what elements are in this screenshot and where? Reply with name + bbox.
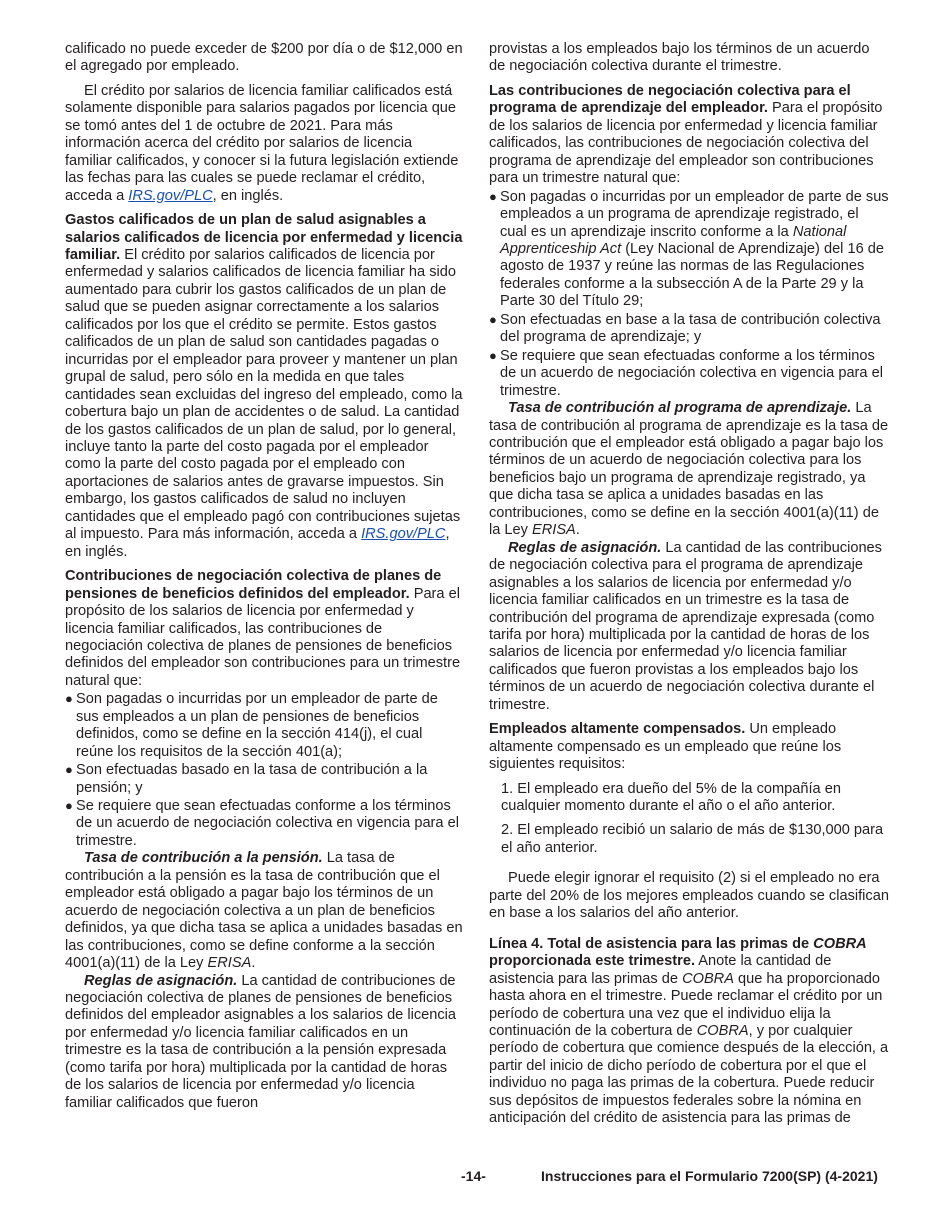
list-item-text: Son pagadas o incurridas por un empleador de parte de sus empleados a un plan de pensiones de beneficios definidos, como se define en la sección 414(j), el cual reúne los requisitos de la sección 401(a); bbox=[76, 691, 438, 760]
list-item-text: (Ley Nacional de Aprendizaje) del 16 de agosto de 1937 y reúne las normas de las Regulaciones federales conforme a la subsección A de la Parte 29 y la Parte 30 del Título 29; bbox=[500, 240, 884, 310]
subsection-heading: Reglas de asignación. bbox=[84, 972, 238, 989]
paragraph-text: Un empleado altamente compensado es un empleado que reúne los siguientes requisitos: bbox=[489, 721, 842, 773]
right-column bbox=[489, 41, 889, 1128]
paragraph-text: El crédito por salarios calificados de licencia por enfermedad y salarios calificados de licencia familiar ha sido aumentado para cubrir los gastos calificados de un plan de salud que se pueden asignar correctamente a los salarios calificados por los que el crédito se permite. Estos gastos calificados de un plan de salud son cantidades pagadas o incurridas por el empleador para proveer y mantener un plan grupal de salud, pero sólo en la medida en que tales cantidades sean excluidas del ingreso del empleado, como la cobertura bajo un plan de accidentes o de salud. La cantidad de los gastos calificados de un plan de salud, por lo general, incluye tanto la parte del costo pagada por el empleador como la parte del costo pagada por el empleado con aportaciones de salarios antes de gravarse impuestos. Sin embargo, los gastos calificados de salud no incluyen cantidades que el empleado pagó con contribuciones sujetas al impuesto. Para más información, acceda a bbox=[65, 246, 463, 543]
paragraph bbox=[65, 212, 463, 561]
bullet-icon: ● bbox=[489, 188, 497, 204]
paragraph bbox=[489, 83, 889, 188]
paragraph-text: Para el propósito de los salarios de licencia por enfermedad y licencia familiar calificados, las contribuciones de negociación colectiva de planes de pensiones de beneficios definidos del empleador son contribuciones para un trimestre natural que: bbox=[65, 585, 461, 689]
section-heading: Empleados altamente compensados. bbox=[489, 721, 746, 738]
bullet-icon: ● bbox=[65, 691, 73, 707]
list-item bbox=[489, 347, 889, 400]
cobra-term: COBRA bbox=[696, 1023, 749, 1040]
left-column bbox=[65, 41, 463, 1112]
list-item-text: Son efectuadas basado en la tasa de contribución a la pensión; y bbox=[76, 762, 428, 796]
paragraph-text: , en inglés. bbox=[212, 187, 284, 204]
bullet-icon: ● bbox=[65, 798, 73, 814]
list-item-text: Son efectuadas en base a la tasa de contribución colectiva del programa de aprendizaje; y bbox=[500, 311, 881, 346]
section-heading: Gastos calificados de un plan de salud asignables a salarios calificados de licencia por enfermedad y licencia familiar. bbox=[65, 212, 463, 263]
paragraph-text: . bbox=[575, 522, 580, 539]
paragraph-text: Anote la cantidad de asistencia para las primas de bbox=[489, 953, 832, 987]
paragraph-text: La cantidad de contribuciones de negociación colectiva de planes de pensiones de beneficios definidos del empleador asignables a los salarios de licencia por enfermedad y/o licencia familiar calificados en un trimestre es la tasa de contribución a la pensión expresada (como tarifa por hora) multiplicada por la cantidad de horas de los salarios de licencia por enfermedad y/o licencia familiar calificados que fueron bbox=[65, 972, 457, 1111]
paragraph bbox=[489, 400, 889, 540]
bullet-icon: ● bbox=[65, 762, 73, 778]
paragraph: Puede elegir ignorar el requisito (2) si el empleado no era parte del 20% de los mejores empleados cuando se clasifican en base a los salarios del año anterior. bbox=[489, 870, 889, 922]
paragraph bbox=[65, 973, 463, 1113]
list-item-text: Se requiere que sean efectuadas conforme a los términos de un acuerdo de negociación colectiva en vigencia para el trimestre. bbox=[76, 798, 459, 849]
list-item-text: Son pagadas o incurridas por un empleador de parte de sus empleados a un programa de aprendizaje registrado, el cual es un aprendizaje inscrito conforme a la bbox=[500, 188, 889, 240]
paragraph bbox=[489, 540, 889, 715]
paragraph bbox=[65, 83, 463, 205]
subsection-heading: Tasa de contribución al programa de aprendizaje. bbox=[508, 400, 852, 417]
subsection-heading: Tasa de contribución a la pensión. bbox=[84, 850, 323, 867]
paragraph bbox=[65, 568, 463, 690]
numbered-item: 2. El empleado recibió un salario de más de $130,000 para el año anterior. bbox=[501, 822, 884, 856]
erisa-term: ERISA bbox=[207, 955, 252, 972]
paragraph-text: La tasa de contribución al programa de aprendizaje es la tasa de contribución que el empleador está obligado a pagar bajo los términos de un acuerdo de negociación colectiva para los beneficios bajo un programa de aprendizaje registrado, ya que dicha tasa se aplica a unidades basadas en las contribuciones, como se define en la sección 4001(a)(11) de la Ley bbox=[489, 400, 889, 539]
paragraph bbox=[65, 850, 463, 972]
paragraph-text: La cantidad de las contribuciones de negociación colectiva para el programa de aprendizaje asignables a los salarios de licencia por enfermedad y/o licencia familiar calificados en un trimestre es la tasa de contribución del programa de aprendizaje expresada (como tarifa por hora) multiplicada por la cantidad de horas de los salarios de licencia por enfermedad y/o licencia familiar calificados que fueron provistas a los empleados bajo los términos de un acuerdo de negociación colectiva durante el trimestre. bbox=[489, 539, 882, 713]
paragraph: calificado no puede exceder de $200 por día o de $12,000 en el agregado por empleado. bbox=[65, 41, 463, 75]
paragraph-text: que ha proporcionado hasta ahora en el trimestre. Puede reclamar el crédito por un período de cobertura una vez que el individuo elija la continuación de la cobertura de bbox=[489, 970, 883, 1040]
form-title-footer: Instrucciones para el Formulario 7200(SP) (4-2021) bbox=[541, 1168, 878, 1184]
paragraph-text: Para el propósito de los salarios de licencia por enfermedad y licencia familiar calificados, las contribuciones de negociación colectiva del programa de aprendizaje del empleador son contribuciones para un trimestre natural que: bbox=[489, 100, 883, 187]
paragraph bbox=[489, 721, 889, 773]
paragraph-text: El crédito por salarios de licencia familiar calificados está solamente disponible para salarios pagados por licencia que se tomó antes del 1 de octubre de 2021. Para más información acerca del crédito por salarios de licencia familiar calificados, y conocer si la futura legislación extiende las fechas para las cuales se puede reclamar el crédito, acceda a bbox=[65, 82, 459, 204]
paragraph-text: . bbox=[251, 955, 256, 972]
list-item bbox=[65, 797, 463, 850]
paragraph-text: La tasa de contribución a la pensión es la tasa de contribución que el empleador está obligado a pagar bajo los términos de un acuerdo de negociación colectiva a un plan de beneficios definidos, ya que dicha tasa se aplica a unidades basadas en las contribuciones, como se define conforme a la sección 4001(a)(11) de la Ley bbox=[65, 850, 463, 972]
numbered-item: 1. El empleado era dueño del 5% de la compañía en cualquier momento durante el año o el año anterior. bbox=[501, 780, 841, 815]
bullet-icon: ● bbox=[489, 311, 497, 327]
section-heading: Contribuciones de negociación colectiva de planes de pensiones de beneficios definidos del empleador. bbox=[65, 568, 442, 602]
paragraph-text: , y por cualquier período de cobertura que comience después de la elección, a partir del inicio de dicho período de cobertura por el que el individuo no paga las primas de la cobertura. Puede reducir sus depósitos de impuestos federales sobre la nómina en anticipación del crédito de asistencia para las primas de bbox=[489, 1023, 889, 1127]
bullet-icon: ● bbox=[489, 347, 497, 363]
section-heading: Línea 4. Total de asistencia para las primas de COBRA proporcionada este trimestre. bbox=[489, 935, 867, 970]
erisa-term: ERISA bbox=[532, 522, 576, 539]
cobra-term: COBRA bbox=[682, 970, 734, 987]
paragraph bbox=[489, 936, 889, 1128]
paragraph-text: , en inglés. bbox=[65, 526, 450, 560]
subsection-heading: Reglas de asignación. bbox=[508, 539, 662, 556]
list-item bbox=[65, 761, 463, 797]
act-name: National Apprenticeship Act bbox=[500, 223, 847, 257]
list-item bbox=[489, 188, 889, 311]
list-item-text: Se requiere que sean efectuadas conforme a los términos de un acuerdo de negociación colectiva en vigencia para el trimestre. bbox=[500, 347, 883, 399]
list-item bbox=[65, 690, 463, 761]
irs-plc-link[interactable]: IRS.gov/PLC bbox=[361, 526, 446, 543]
list-item bbox=[489, 311, 889, 347]
page-number: -14- bbox=[461, 1168, 486, 1184]
section-heading: Las contribuciones de negociación colectiva para el programa de aprendizaje del empleador. bbox=[489, 82, 851, 117]
paragraph: provistas a los empleados bajo los términos de un acuerdo de negociación colectiva durante el trimestre. bbox=[489, 41, 870, 75]
irs-plc-link[interactable]: IRS.gov/PLC bbox=[128, 187, 213, 204]
